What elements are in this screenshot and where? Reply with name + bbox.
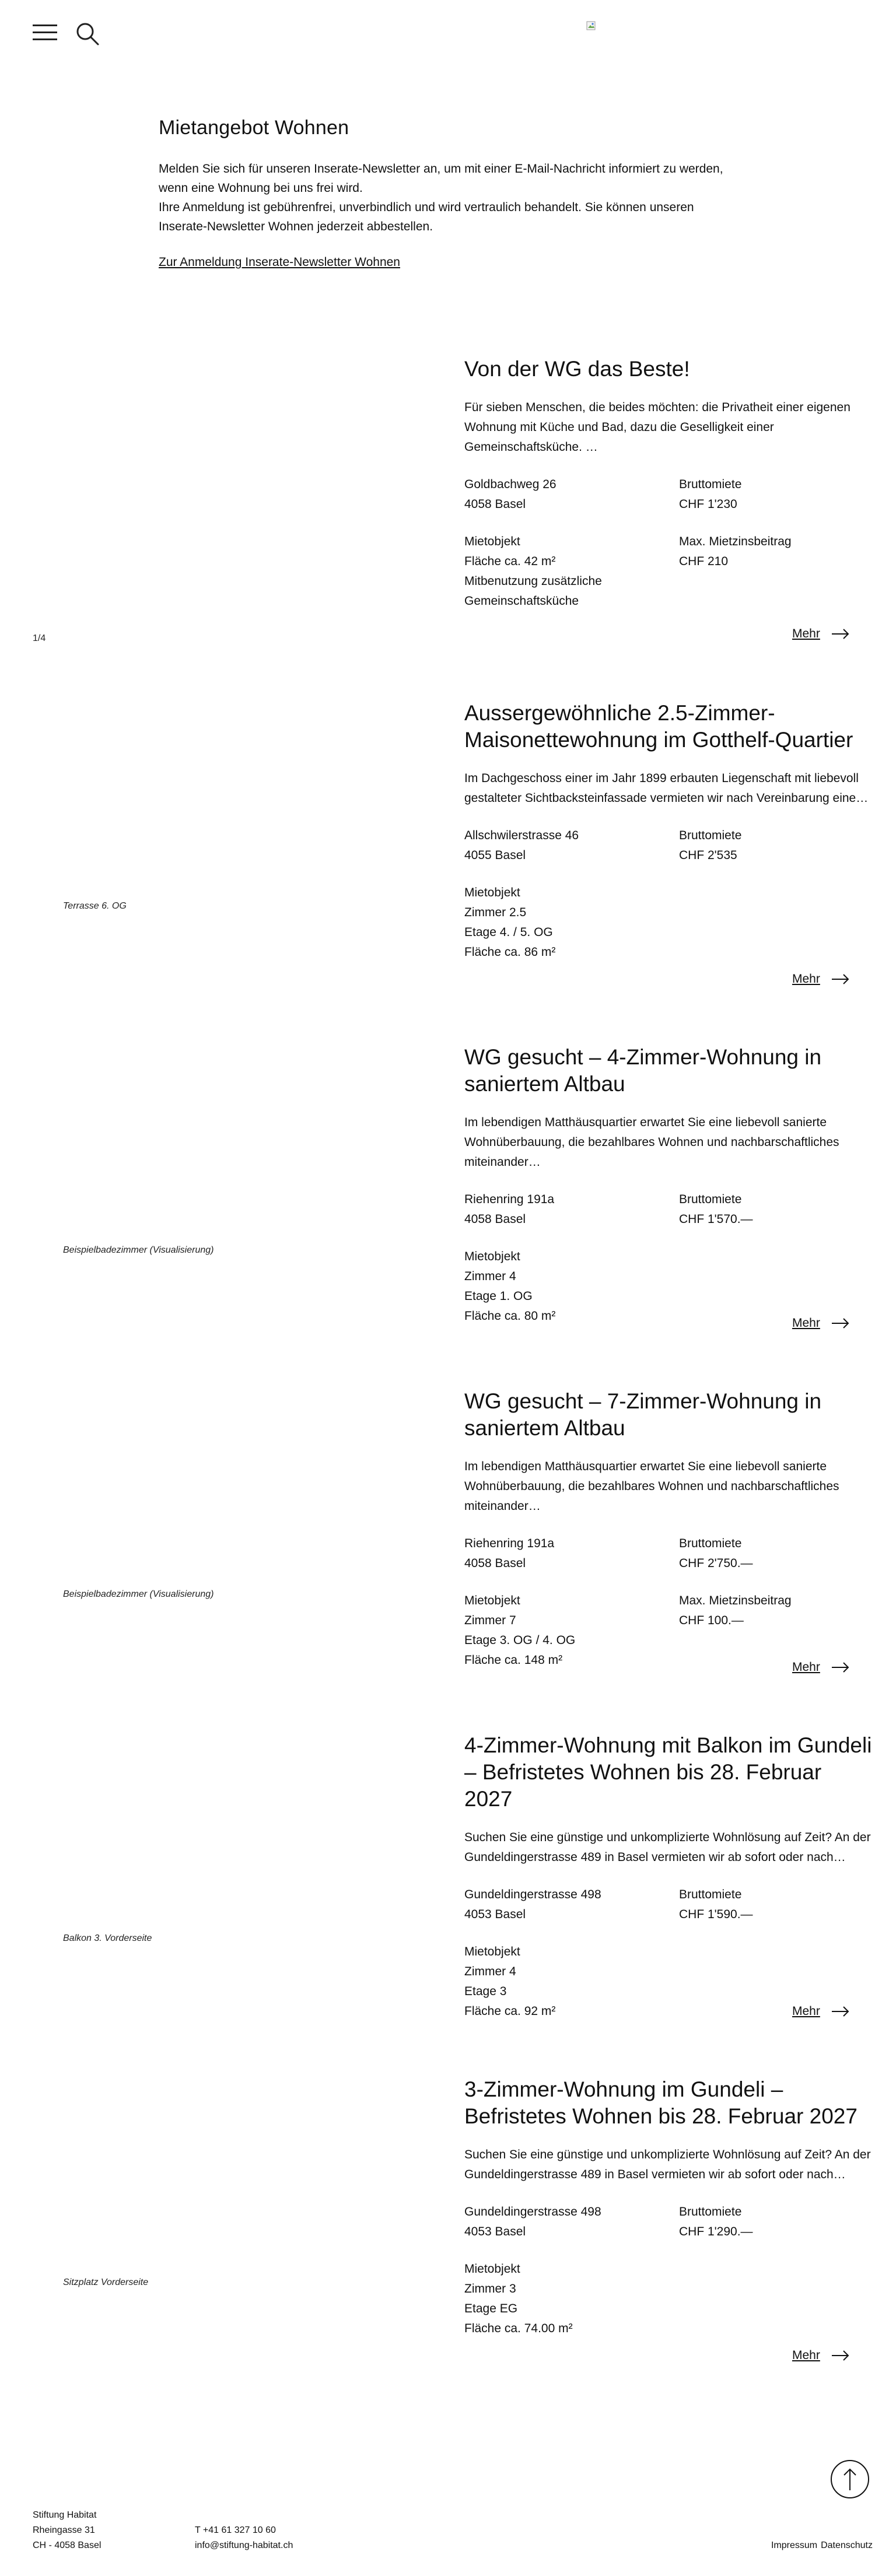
listing-street: Riehenring 191a: [464, 1193, 555, 1206]
footer-legal: [768, 2538, 873, 2553]
extra-label: Max. Mietzinsbeitrag: [679, 1594, 792, 1607]
listing-card: [0, 2076, 896, 2403]
extra-value: CHF 210: [679, 555, 729, 568]
more-label: Mehr: [792, 627, 820, 640]
listing-detail-line: Etage 3. OG / 4. OG: [464, 1634, 576, 1647]
footer-address: [33, 2508, 101, 2553]
listing-street: Gundeldingerstrasse 498: [464, 2205, 601, 2218]
listing-extra: [679, 2259, 866, 2339]
rent-value: CHF 2'535: [679, 849, 737, 862]
more-label: Mehr: [792, 2004, 820, 2018]
listing-title[interactable]: 4-Zimmer-Wohnung mit Balkon im Gundeli – Befristetes Wohnen bis 28. Februar 2027: [464, 1733, 872, 1811]
intro-section: [159, 117, 742, 269]
listing-details: [464, 1942, 679, 2021]
listing-content: [464, 1388, 873, 1670]
listing-street: Goldbachweg 26: [464, 478, 556, 491]
listing-image[interactable]: [0, 1044, 438, 1371]
listing-card: [0, 1388, 896, 1715]
arrow-right-icon: [832, 2350, 849, 2361]
listing-image[interactable]: [0, 356, 438, 682]
listing-details-row: [464, 1247, 873, 1326]
listing-city: 4058 Basel: [464, 1212, 526, 1226]
rent-value: CHF 1'230: [679, 497, 737, 511]
footer-phone: T +41 61 327 10 60: [195, 2525, 276, 2535]
listing-extra: [679, 1591, 866, 1670]
listing-rent: [679, 475, 866, 514]
image-caption: Sitzplatz Vorderseite: [63, 2277, 149, 2287]
extra-label: Max. Mietzinsbeitrag: [679, 535, 792, 548]
listing-image[interactable]: [0, 2076, 438, 2403]
listing-details-row: [464, 883, 873, 962]
listing-title[interactable]: WG gesucht – 4-Zimmer-Wohnung in saniertem Altbau: [464, 1045, 822, 1096]
listing-detail-line: Mietobjekt: [464, 1250, 520, 1263]
listing-details-row: [464, 2259, 873, 2339]
page-title: Mietangebot Wohnen: [159, 117, 349, 139]
listing-title[interactable]: Von der WG das Beste!: [464, 357, 690, 381]
listing-content: [464, 356, 873, 611]
listing-extra: [679, 532, 866, 611]
arrow-right-icon: [832, 629, 849, 639]
listing-address: [464, 826, 679, 865]
listing-content: [464, 1044, 873, 1326]
listing-city: 4053 Basel: [464, 1908, 526, 1921]
listing-rent: [679, 826, 866, 865]
listing-extra: [679, 883, 866, 962]
footer-city-link[interactable]: CH - 4058 Basel: [33, 2540, 102, 2550]
listing-detail-line: Fläche ca. 80 m²: [464, 1309, 556, 1323]
listing-detail-line: Mitbenutzung zusätzliche Gemeinschaftsküche: [464, 574, 602, 608]
more-label: Mehr: [792, 2349, 820, 2362]
footer-street-link[interactable]: Rheingasse 31: [33, 2525, 95, 2535]
search-icon[interactable]: [75, 21, 100, 47]
broken-image-icon: [586, 21, 597, 31]
listing-teaser: Im lebendigen Matthäusquartier erwartet Sie eine liebevoll sanierte Wohnüberbauung, die bezahlbares Wohnen und nachbarschaftliches miteinander…: [464, 1460, 839, 1513]
listing-details: [464, 1591, 679, 1670]
listing-detail-line: Mietobjekt: [464, 2262, 520, 2276]
listing-details: [464, 883, 679, 962]
listing-detail-line: Mietobjekt: [464, 535, 520, 548]
listing-teaser: Suchen Sie eine günstige und unkomplizierte Wohnlösung auf Zeit? An der Gundeldingerstrasse 489 in Basel vermieten wir ab sofort oder nach…: [464, 1831, 871, 1864]
arrow-up-icon: [832, 2461, 868, 2497]
imprint-link[interactable]: Impressum: [771, 2540, 818, 2550]
listing-detail-line: Fläche ca. 92 m²: [464, 2004, 556, 2018]
listing-rent: [679, 1534, 866, 1573]
listing-city: 4058 Basel: [464, 497, 526, 511]
listing-detail-line: Fläche ca. 86 m²: [464, 945, 556, 959]
listing-address-row: [464, 1534, 873, 1573]
arrow-right-icon: [832, 974, 849, 984]
listing-title[interactable]: WG gesucht – 7-Zimmer-Wohnung in saniertem Altbau: [464, 1389, 822, 1440]
listing-teaser: Im lebendigen Matthäusquartier erwartet Sie eine liebevoll sanierte Wohnüberbauung, die bezahlbares Wohnen und nachbarschaftliches miteinander…: [464, 1116, 839, 1169]
rent-value: CHF 1'290.—: [679, 2225, 753, 2238]
listing-teaser: Im Dachgeschoss einer im Jahr 1899 erbauten Liegenschaft mit liebevoll gestalteter Sichtbacksteinfassade vermieten wir nach Vereinbarung eine…: [464, 772, 869, 805]
listing-details: [464, 1247, 679, 1326]
listing-city: 4053 Basel: [464, 2225, 526, 2238]
listing-rent: [679, 2202, 866, 2242]
listing-city: 4055 Basel: [464, 849, 526, 862]
more-button[interactable]: [792, 627, 849, 641]
rent-value: CHF 1'590.—: [679, 1908, 753, 1921]
listing-details-row: [464, 1591, 873, 1670]
listing-extra: [679, 1247, 866, 1326]
listing-street: Gundeldingerstrasse 498: [464, 1888, 601, 1901]
rent-label: Bruttomiete: [679, 1888, 742, 1901]
listing-address: [464, 1885, 679, 1925]
rent-value: CHF 2'750.—: [679, 1557, 753, 1570]
listing-address-row: [464, 1885, 873, 1925]
listing-address: [464, 1534, 679, 1573]
listing-detail-line: Zimmer 7: [464, 1614, 516, 1627]
arrow-right-icon: [832, 1662, 849, 1673]
listing-address-row: [464, 475, 873, 514]
listing-detail-line: Fläche ca. 42 m²: [464, 555, 556, 568]
listing-detail-line: Mietobjekt: [464, 1594, 520, 1607]
listing-details: [464, 532, 679, 611]
privacy-link[interactable]: Datenschutz: [821, 2540, 873, 2550]
listing-address-row: [464, 826, 873, 865]
listing-address: [464, 2202, 679, 2242]
more-label: Mehr: [792, 972, 820, 986]
listing-detail-line: Etage 1. OG: [464, 1289, 533, 1303]
listing-content: [464, 700, 873, 962]
listing-title[interactable]: Aussergewöhnliche 2.5-Zimmer-Maisonettewohnung im Gotthelf-Quartier: [464, 701, 853, 752]
listing-detail-line: Zimmer 2.5: [464, 906, 527, 919]
listing-street: Allschwilerstrasse 46: [464, 829, 579, 842]
image-caption: Beispielbadezimmer (Visualisierung): [63, 1245, 214, 1255]
listing-details: [464, 2259, 679, 2339]
more-button[interactable]: [792, 1660, 849, 1674]
listing-card: [0, 700, 896, 1026]
listing-detail-line: Zimmer 4: [464, 1965, 516, 1978]
logo-broken-image-icon[interactable]: [586, 21, 597, 31]
rent-label: Bruttomiete: [679, 2205, 742, 2218]
rent-value: CHF 1'570.—: [679, 1212, 753, 1226]
extra-value: CHF 100.—: [679, 1614, 744, 1627]
image-caption: Beispielbadezimmer (Visualisierung): [63, 1589, 214, 1599]
rent-label: Bruttomiete: [679, 1193, 742, 1206]
rent-label: Bruttomiete: [679, 1537, 742, 1550]
listing-detail-line: Zimmer 4: [464, 1270, 516, 1283]
listing-address: [464, 475, 679, 514]
menu-line: [33, 31, 57, 33]
listing-address: [464, 1190, 679, 1229]
rent-label: Bruttomiete: [679, 478, 742, 491]
listing-detail-line: Mietobjekt: [464, 1945, 520, 1958]
listing-detail-line: Zimmer 3: [464, 2282, 516, 2295]
listing-city: 4058 Basel: [464, 1557, 526, 1570]
listing-rent: [679, 1885, 866, 1925]
listing-image[interactable]: [0, 1388, 438, 1715]
arrow-right-icon: [832, 1318, 849, 1329]
intro-paragraph: Ihre Anmeldung ist gebührenfrei, unverbindlich und wird vertraulich behandelt. Sie können unseren Inserate-Newsletter Wohnen jederzeit abbestellen.: [159, 201, 694, 233]
more-button[interactable]: [792, 972, 849, 986]
listing-street: Riehenring 191a: [464, 1537, 555, 1550]
listing-detail-line: Fläche ca. 148 m²: [464, 1653, 563, 1667]
listing-image[interactable]: [0, 700, 438, 1026]
more-button[interactable]: [792, 2004, 849, 2018]
more-label: Mehr: [792, 1660, 820, 1674]
more-label: Mehr: [792, 1316, 820, 1330]
listing-detail-line: Fläche ca. 74.00 m²: [464, 2322, 573, 2335]
listing-title[interactable]: 3-Zimmer-Wohnung im Gundeli – Befristetes Wohnen bis 28. Februar 2027: [464, 2077, 858, 2128]
listing-card: [0, 356, 896, 682]
listing-address-row: [464, 1190, 873, 1229]
listing-card: [0, 1732, 896, 2059]
intro-paragraph: Melden Sie sich für unseren Inserate-Newsletter an, um mit einer E-Mail-Nachricht informiert zu werden, wenn eine Wohnung bei uns frei wird.: [159, 162, 723, 195]
listing-details-row: [464, 532, 873, 611]
more-button[interactable]: [792, 2349, 849, 2363]
footer-email-link[interactable]: info@stiftung-habitat.ch: [195, 2540, 293, 2550]
magnifier-icon: [75, 21, 100, 47]
listing-content: [464, 1732, 873, 2021]
arrow-right-icon: [832, 2006, 849, 2017]
back-to-top-button[interactable]: [831, 2460, 869, 2498]
rent-label: Bruttomiete: [679, 829, 742, 842]
newsletter-signup-link[interactable]: Zur Anmeldung Inserate-Newsletter Wohnen: [159, 255, 400, 269]
menu-line: [33, 24, 57, 26]
listing-detail-line: Mietobjekt: [464, 886, 520, 899]
listing-rent: [679, 1190, 866, 1229]
listing-image[interactable]: [0, 1732, 438, 2059]
listing-teaser: Für sieben Menschen, die beides möchten: die Privatheit einer eigenen Wohnung mit Küche und Bad, dazu die Geselligkeit einer Gemeinschaftsküche. …: [464, 401, 850, 454]
footer-org: Stiftung Habitat: [33, 2510, 97, 2520]
image-caption: Terrasse 6. OG: [63, 901, 127, 911]
image-caption: Balkon 3. Vorderseite: [63, 1933, 152, 1943]
menu-line: [33, 38, 57, 40]
listing-detail-line: Etage 4. / 5. OG: [464, 926, 553, 939]
more-button[interactable]: [792, 1316, 849, 1330]
listing-detail-line: Etage 3: [464, 1985, 507, 1998]
listing-address-row: [464, 2202, 873, 2242]
footer-contact: [195, 2523, 293, 2553]
hamburger-menu-icon[interactable]: [33, 24, 57, 42]
listing-detail-line: Etage EG: [464, 2302, 518, 2315]
listing-teaser: Suchen Sie eine günstige und unkomplizierte Wohnlösung auf Zeit? An der Gundeldingerstrasse 489 in Basel vermieten wir ab sofort oder nach…: [464, 2148, 871, 2181]
listing-card: [0, 1044, 896, 1371]
listing-content: [464, 2076, 873, 2339]
image-counter: 1/4: [33, 633, 46, 643]
